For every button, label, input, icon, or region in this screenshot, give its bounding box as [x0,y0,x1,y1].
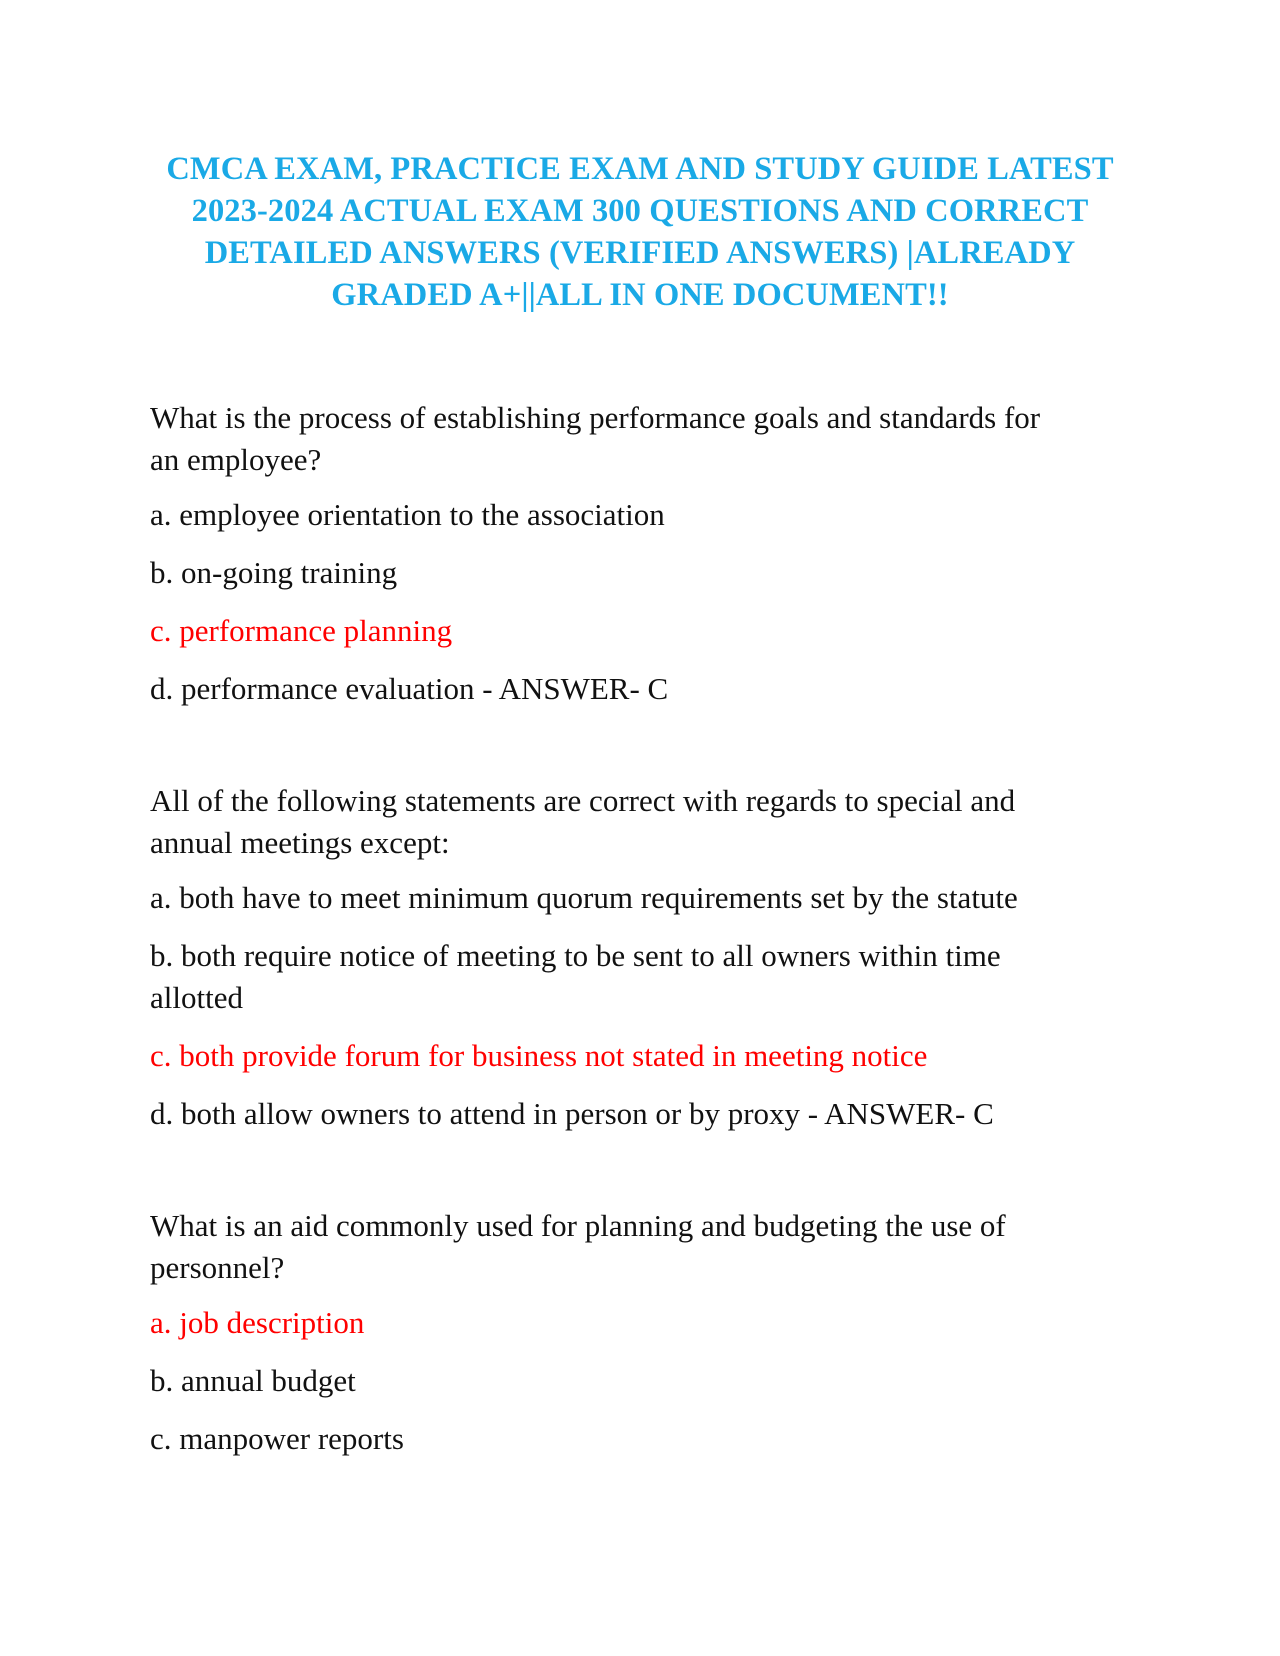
option-line: c. manpower reports [150,1421,404,1456]
answer-option [150,1360,1130,1402]
option-line: a. job description [150,1305,365,1340]
option-line: d. performance evaluation - ANSWER- C [150,671,669,706]
option-line: b. on-going training [150,555,398,590]
title-line: 2023-2024 ACTUAL EXAM 300 QUESTIONS AND CORRECT [191,193,1089,229]
question-line: personnel? [150,1250,285,1285]
option-line: allotted [150,980,243,1015]
question-text [150,1205,1130,1289]
question-line: All of the following statements are correct with regards to special and [150,783,1016,818]
question-line: What is an aid commonly used for planning and budgeting the use of [150,1208,1006,1243]
answer-option [150,1418,1130,1460]
document-page [150,148,1130,1530]
option-line: c. both provide forum for business not stated in meeting notice [150,1038,928,1073]
answer-option [150,552,1130,594]
question-text [150,397,1130,481]
answer-option [150,935,1130,1019]
document-title [150,148,1130,316]
question-block [150,780,1130,1135]
option-line: d. both allow owners to attend in person or by proxy - ANSWER- C [150,1096,994,1131]
answer-option [150,1302,1130,1344]
option-line: b. both require notice of meeting to be sent to all owners within time [150,938,1001,973]
option-line: a. employee orientation to the association [150,497,665,532]
question-block [150,1205,1130,1460]
question-line: annual meetings except: [150,825,450,860]
title-line: CMCA EXAM, PRACTICE EXAM AND STUDY GUIDE LATEST [166,151,1114,187]
option-line: a. both have to meet minimum quorum requirements set by the statute [150,880,1018,915]
question-list [150,397,1130,1460]
question-line: What is the process of establishing performance goals and standards for [150,400,1041,435]
title-line: DETAILED ANSWERS (VERIFIED ANSWERS) |ALREADY [204,235,1076,271]
answer-option [150,1093,1130,1135]
answer-option [150,668,1130,710]
question-block [150,397,1130,710]
option-line: c. performance planning [150,613,453,648]
answer-option [150,610,1130,652]
answer-option [150,494,1130,536]
option-line: b. annual budget [150,1363,356,1398]
question-line: an employee? [150,442,322,477]
question-text [150,780,1130,864]
answer-option [150,877,1130,919]
answer-option [150,1035,1130,1077]
title-line: GRADED A+||ALL IN ONE DOCUMENT!! [331,277,949,313]
